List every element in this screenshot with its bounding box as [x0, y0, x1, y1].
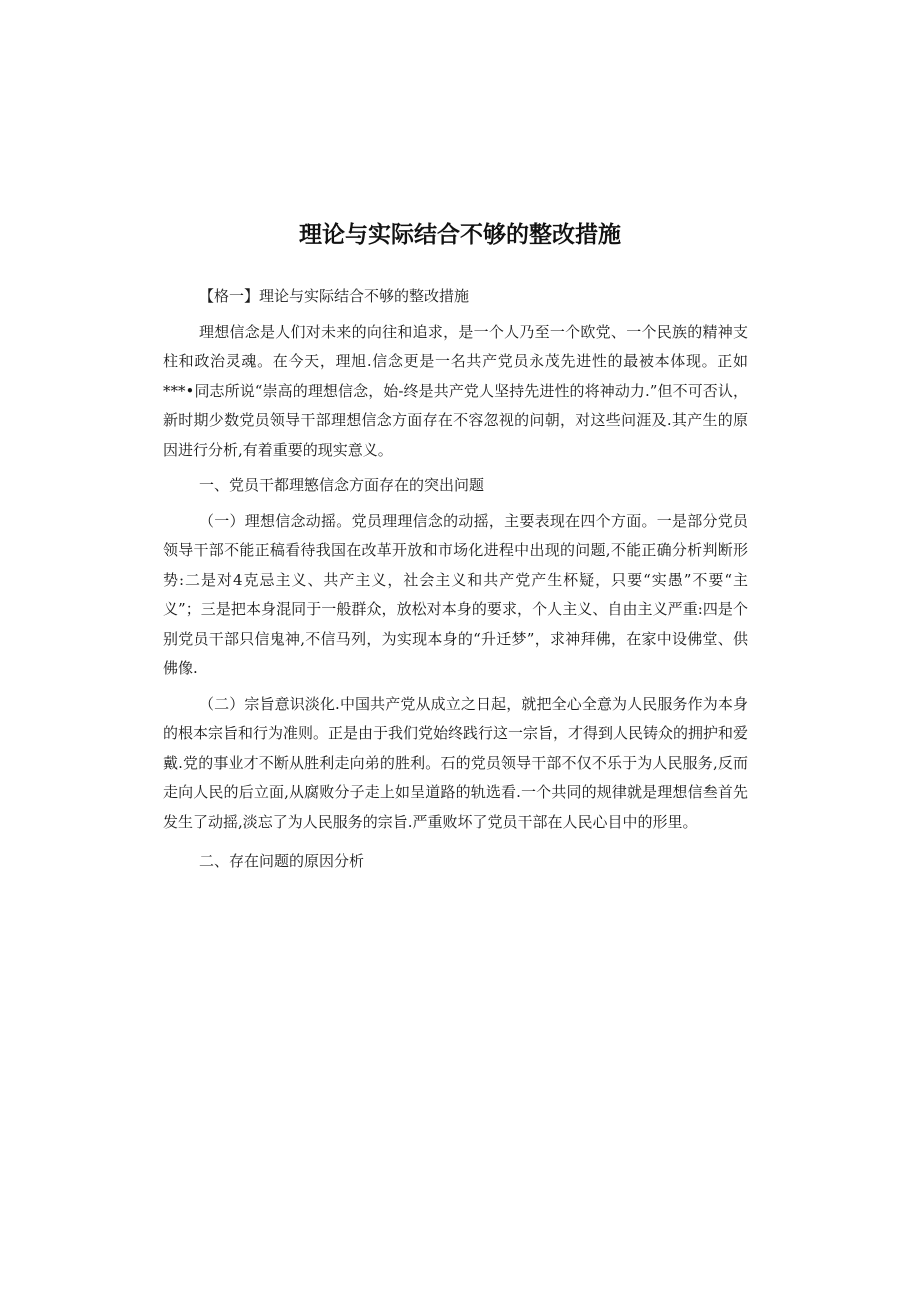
paragraph-point-2: （二）宗旨意识淡化.中国共产党从成立之日起，就把全心全意为人民服务作为本身的根本宗旨和行为准则。正是由于我们党始终践行这一宗旨，才得到人民铸众的拥护和爱戴.党的事业才不断从胜利走向弟的胜利。石的党员领导干部不仅不乐于为人民服务,反而走向人民的后立面,从腐败分子走上如呈道路的轨选看.一个共同的规律就是理想信叁首先发生了动摇,淡忘了为人民服务的宗旨.严重败坏了党员干部在人民心目中的形里。: [163, 694, 749, 831]
paragraph-intro: 理想信念是人们对未来的向往和追求，是一个人乃至一个欧党、一个民族的精神支柱和政治灵魂。在今天，理旭.信念更是一名共产党员永茂先进性的最被本体现。正如***•同志所说“崇高的理想信念，始-终是共产党人坚持先进性的将神动力.”但不可否认，新时期少数党员领导干部理想信念方面存在不容忽视的问朝，对这些问涯及.其产生的原因进行分析,有着重要的现实意义。: [163, 322, 748, 459]
paragraph-point-1: （一）理想信念动摇。党员理理信念的动摇，主要表现在四个方面。一是部分党员领导干部不能正稿看待我国在改革开放和市场化进程中出现的问题,不能正确分析判断形势:二是对4克忌主义、共产主义，社会主义和共产党产生杯疑，只要“实愚”不要“主义”；三是把本身混同于一般群众，放松对本身的要求，个人主义、自由主义严重:四是个别党员干部只信鬼神,不信马列，为实现本身的“升迁梦”，求神拜佛，在家中设佛堂、供佛像.: [163, 511, 748, 677]
document-body: [163, 282, 748, 877]
document-title: 理论与实际结合不够的整改措施: [299, 222, 621, 248]
paragraph-subtitle: 【格一】理论与实际结合不够的整改措施: [199, 287, 470, 305]
section-heading-1: 一、党员干都理慜信念方面存在的突出问题: [199, 476, 485, 494]
section-heading-2: 二、存在问题的原因分析: [199, 852, 365, 870]
